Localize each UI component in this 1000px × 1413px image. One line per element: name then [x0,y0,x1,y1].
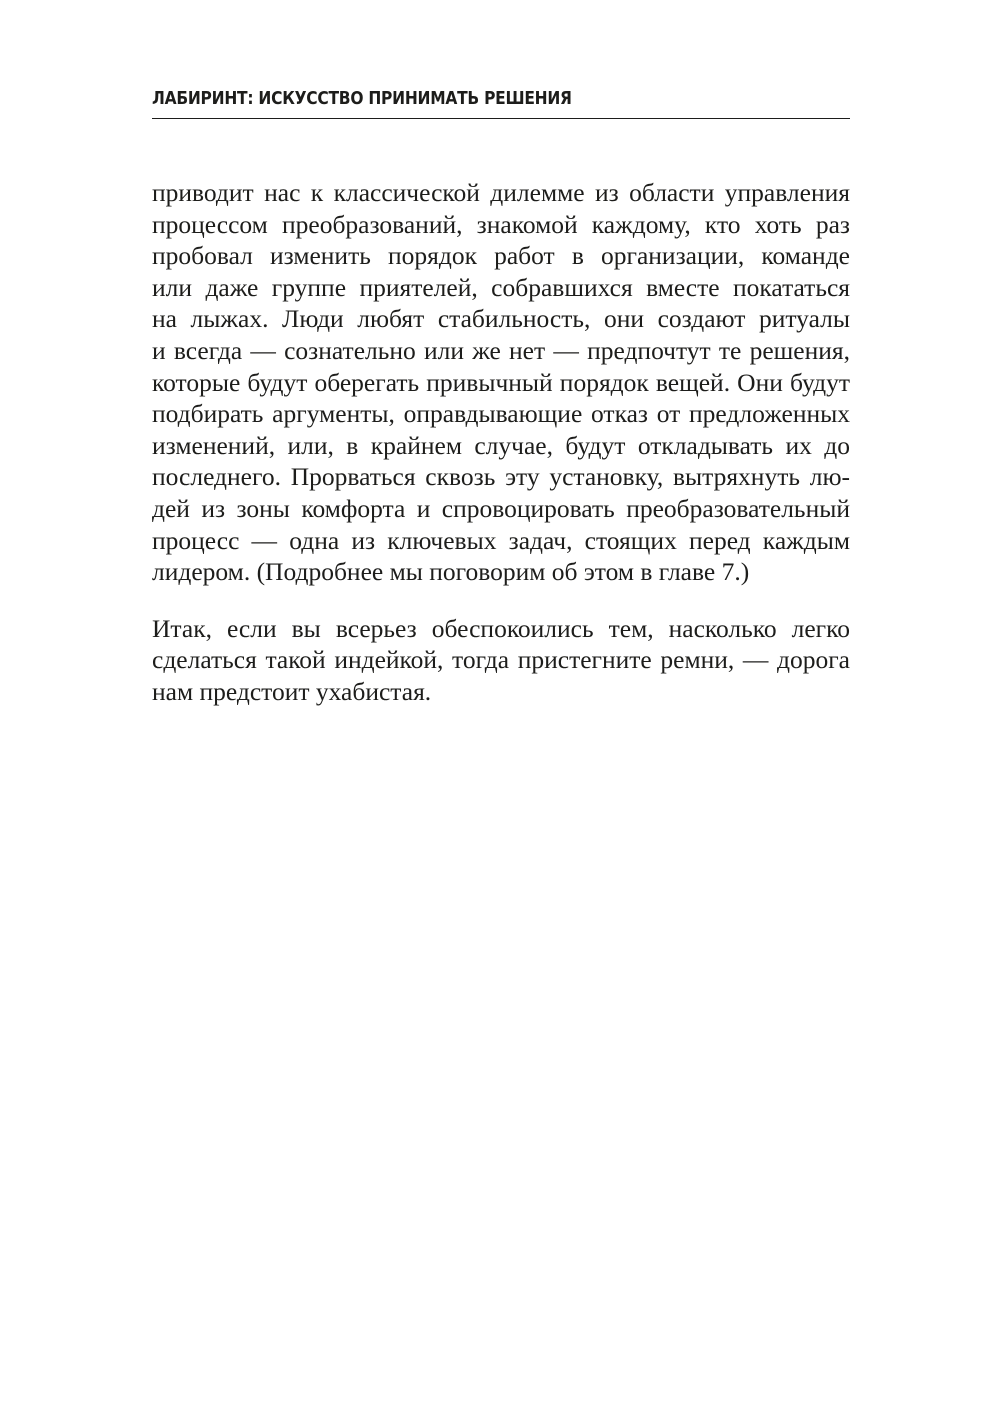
text-line: приводит нас к классической дилемме из области управления [152,178,850,207]
body-text [152,177,850,708]
text-line: Итак, если вы всерьез обеспокоились тем, насколько легко [152,613,850,643]
text-line: процессом преобразований, знакомой каждому, кто хоть раз [152,209,850,239]
text-line: и всегда — сознательно или же нет — предпочтут те решения, [152,335,850,365]
text-line: процесс — одна из ключевых задач, стоящих перед каждым [152,525,850,555]
text-line: дей из зоны комфорта и спровоцировать преобразовательный [152,493,850,523]
header-rule [152,118,850,119]
text-line: сделаться такой индейкой, тогда пристегните ремни, — дорога [152,645,850,675]
text-line: изменений, или, в крайнем случае, будут откладывать их до [152,430,850,460]
paragraph-1 [152,177,850,588]
text-line: которые будут оберегать привычный порядок вещей. Они будут [152,367,850,397]
running-head: ЛАБИРИНТ: ИСКУССТВО ПРИНИМАТЬ РЕШЕНИЯ [152,88,572,109]
text-line: последнего. Прорваться сквозь эту установку, вытряхнуть лю- [152,462,850,492]
text-line: или даже группе приятелей, собравшихся вместе покататься [152,272,850,302]
text-line: лидером. (Подробнее мы поговорим об этом в главе 7.) [152,557,750,587]
text-line: пробовал изменить порядок работ в организации, команде [152,241,850,271]
paragraph-2 [152,613,850,708]
text-line: подбирать аргументы, оправдывающие отказ от предложенных [152,399,850,429]
text-line: нам предстоит ухабистая. [152,676,432,706]
text-line: на лыжах. Люди любят стабильность, они создают ритуалы [152,304,850,334]
